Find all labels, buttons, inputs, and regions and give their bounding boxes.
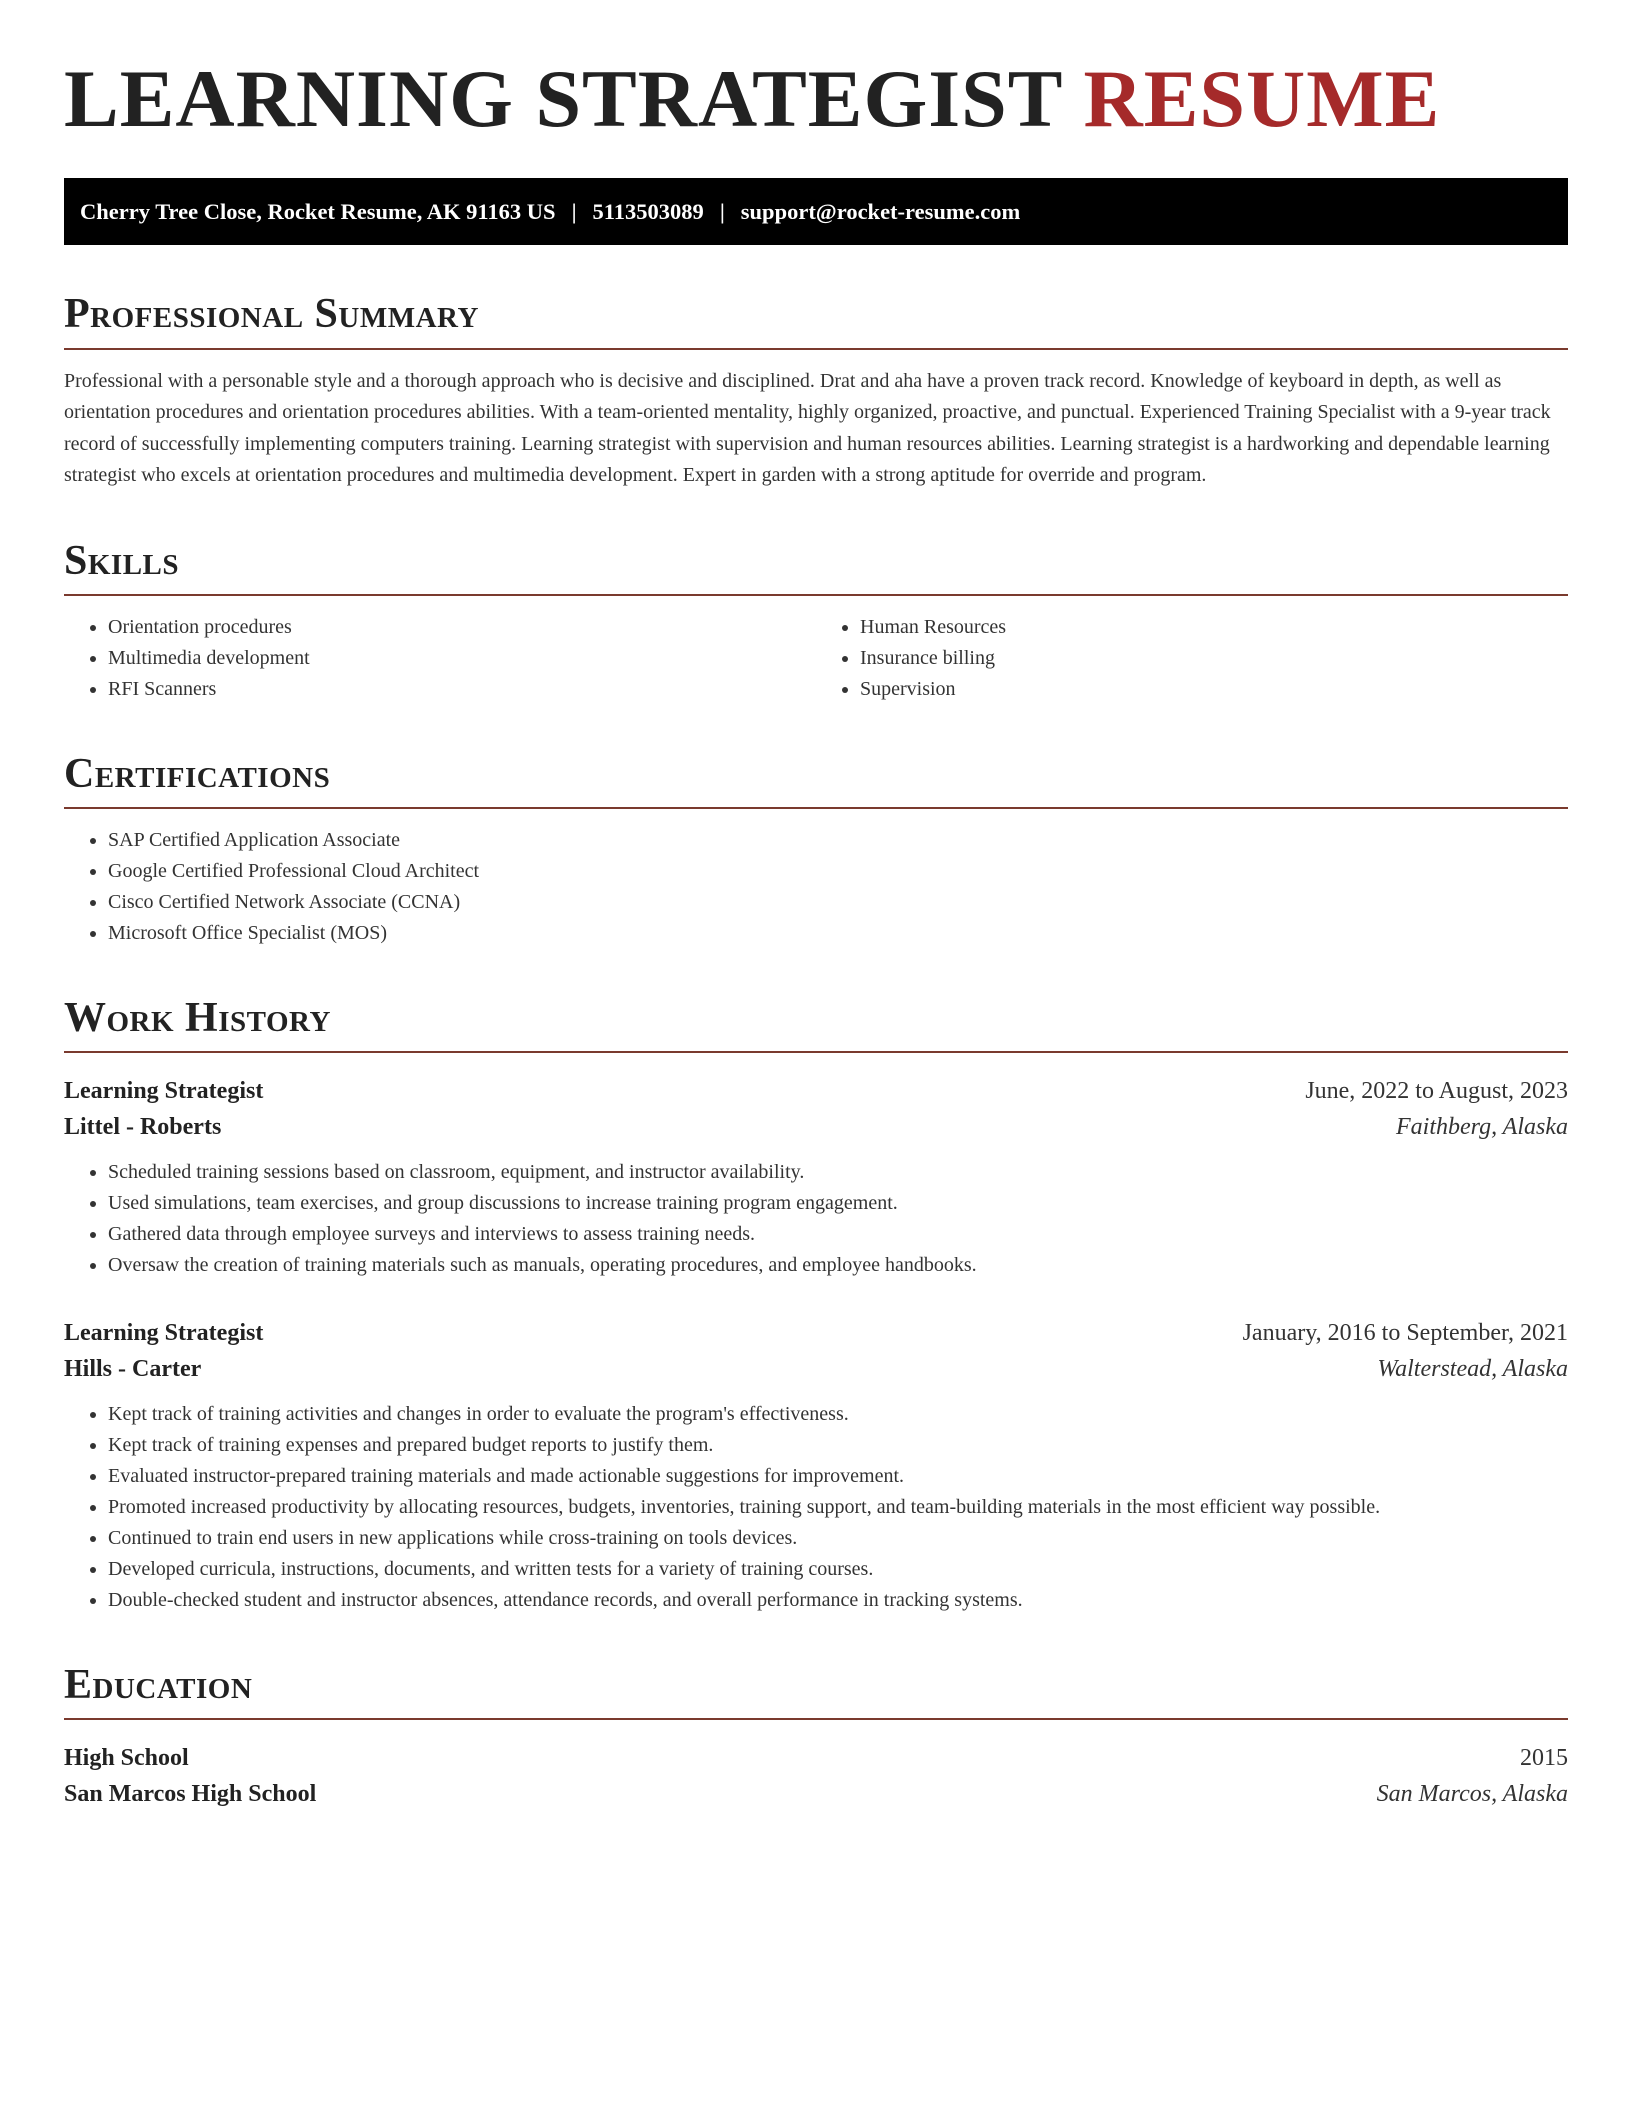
title-accent: RESUME <box>1083 53 1441 144</box>
title-main: LEARNING STRATEGIST <box>64 53 1062 144</box>
job-bullet: • Developed curricula, instructions, documents, and written tests for a variety of training courses. <box>108 1554 1568 1585</box>
contact-separator: | <box>719 198 725 224</box>
contact-bar <box>64 178 1568 245</box>
job-bullet: • Oversaw the creation of training materials such as manuals, operating procedures, and employee handbooks. <box>108 1250 1568 1281</box>
education-year: 2015 <box>1520 1745 1568 1772</box>
education-school-row <box>64 1776 1568 1812</box>
certification-item: • SAP Certified Application Associate <box>108 825 1568 856</box>
skill-item: • RFI Scanners <box>108 674 816 705</box>
job-bullet: • Scheduled training sessions based on classroom, equipment, and instructor availability. <box>108 1157 1568 1188</box>
job-company-row <box>64 1351 1568 1387</box>
job-company-row <box>64 1109 1568 1145</box>
summary-heading: Professional Summary <box>64 291 1568 349</box>
job-bullet: • Promoted increased productivity by allocating resources, budgets, inventories, training support, and team-building materials in the most efficient way possible. <box>108 1492 1568 1523</box>
job-bullet: • Gathered data through employee surveys and interviews to assess training needs. <box>108 1219 1568 1250</box>
job-entry <box>64 1073 1568 1281</box>
skill-item: • Human Resources <box>860 612 1568 643</box>
job-bullet: • Kept track of training activities and changes in order to evaluate the program's effectiveness. <box>108 1399 1568 1430</box>
contact-address: Cherry Tree Close, Rocket Resume, AK 91163 US <box>80 198 556 224</box>
certification-item: • Google Certified Professional Cloud Architect <box>108 856 1568 887</box>
education-location: San Marcos, Alaska <box>1376 1781 1568 1808</box>
resume-title <box>64 50 1568 148</box>
skill-item: • Supervision <box>860 674 1568 705</box>
job-title: Learning Strategist <box>64 1320 264 1347</box>
contact-separator: | <box>571 198 577 224</box>
skills-list-right <box>816 612 1568 705</box>
job-company: Littel - Roberts <box>64 1114 222 1141</box>
skill-item: • Multimedia development <box>108 643 816 674</box>
education-heading: Education <box>64 1662 1568 1720</box>
certification-item: • Microsoft Office Specialist (MOS) <box>108 918 1568 949</box>
summary-text: Professional with a personable style and a thorough approach who is decisive and disciplined. Drat and aha have a proven track record. Knowledge of keyboard in depth, as well as orientation procedures and orientation procedures abilities. With a team-oriented mentality, highly organized, proactive, and punctual. Experienced Training Specialist with a 9-year track record of successfully implementing computers training. Learning strategist with supervision and human resources abilities. Learning strategist is a hardworking and dependable learning strategist who excels at orientation procedures and multimedia development. Expert in garden with a strong aptitude for override and program. <box>64 369 1551 487</box>
education-school: San Marcos High School <box>64 1781 317 1808</box>
contact-phone: 5113503089 <box>592 198 704 224</box>
education-entry <box>64 1740 1568 1812</box>
job-location: Walterstead, Alaska <box>1377 1356 1568 1383</box>
job-location: Faithberg, Alaska <box>1396 1114 1568 1141</box>
contact-email: support@rocket-resume.com <box>740 198 1021 224</box>
job-company: Hills - Carter <box>64 1356 202 1383</box>
job-bullet: • Double-checked student and instructor absences, attendance records, and overall performance in tracking systems. <box>108 1585 1568 1616</box>
job-title: Learning Strategist <box>64 1078 264 1105</box>
job-bullet: • Continued to train end users in new applications while cross-training on tools devices. <box>108 1523 1568 1554</box>
job-bullets <box>64 1399 1568 1616</box>
certifications-list <box>64 825 1568 949</box>
skills-list-left <box>64 612 816 705</box>
education-header-row <box>64 1740 1568 1776</box>
job-header-row <box>64 1315 1568 1351</box>
job-header-row <box>64 1073 1568 1109</box>
job-bullets <box>64 1157 1568 1281</box>
skill-item: • Insurance billing <box>860 643 1568 674</box>
job-bullet: • Used simulations, team exercises, and group discussions to increase training program engagement. <box>108 1188 1568 1219</box>
work-history-heading: Work History <box>64 995 1568 1053</box>
skill-item: • Orientation procedures <box>108 612 816 643</box>
skills-heading: Skills <box>64 538 1568 596</box>
job-bullet: • Kept track of training expenses and prepared budget reports to justify them. <box>108 1430 1568 1461</box>
skills-grid <box>64 612 1568 705</box>
job-dates: January, 2016 to September, 2021 <box>1242 1320 1568 1347</box>
job-entry <box>64 1315 1568 1616</box>
certifications-heading: Certifications <box>64 751 1568 809</box>
certification-item: • Cisco Certified Network Associate (CCNA) <box>108 887 1568 918</box>
job-bullet: • Evaluated instructor-prepared training materials and made actionable suggestions for improvement. <box>108 1461 1568 1492</box>
job-dates: June, 2022 to August, 2023 <box>1305 1078 1568 1105</box>
education-degree: High School <box>64 1745 189 1772</box>
